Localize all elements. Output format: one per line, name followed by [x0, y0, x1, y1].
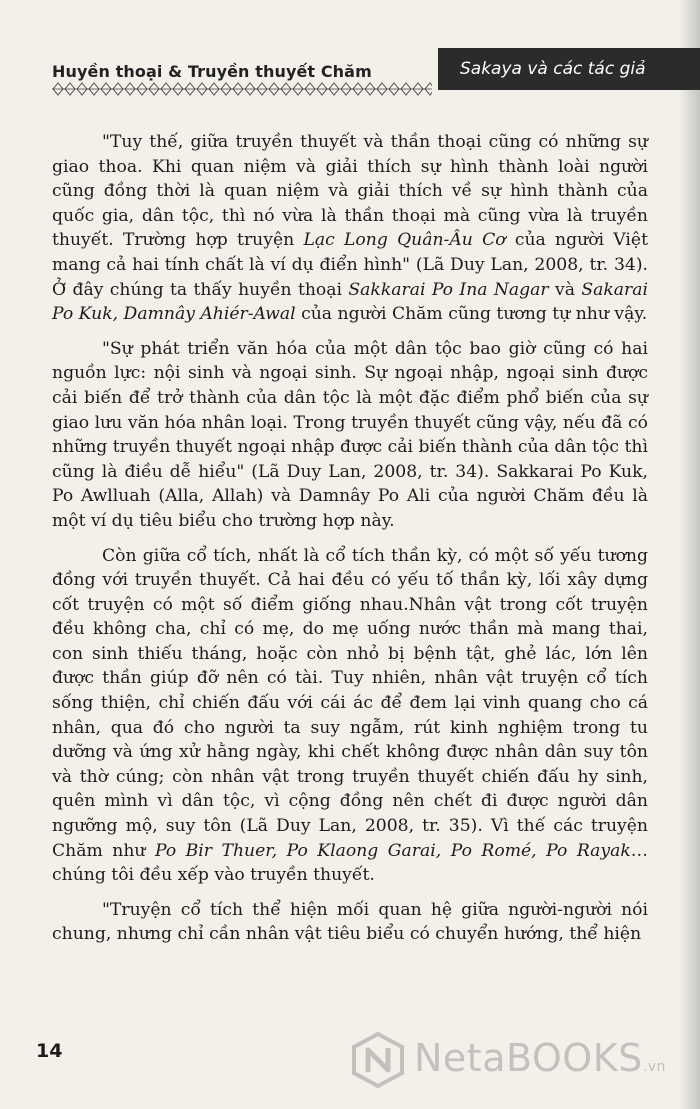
- body-text: [52, 130, 648, 957]
- paragraph: [52, 337, 648, 534]
- italic-title: Lạc Long Quân-Âu Cơ: [303, 230, 506, 251]
- header-ornament: [52, 82, 432, 96]
- text-run: "Truyện cổ tích thể hiện mối quan hệ giữa người-người nói chung, nhưng chỉ cần nhân vật tiêu biểu có chuyển hướng, thể hiện: [52, 899, 648, 945]
- page-number: 14: [36, 1040, 63, 1062]
- text-run: của người Việt mang cả hai tính chất là ví dụ điển hình" (Lã Duy Lan, 2008, tr. 34). Ở đây chúng ta thấy huyền thoại: [52, 230, 648, 300]
- watermark-suffix: .vn: [642, 1059, 666, 1075]
- text-run: Còn giữa cổ tích, nhất là cổ tích thần kỳ, có một số yếu tương đồng với truyền thuyết. Cả hai đều có yếu tố thần kỳ, lối xây dựng cốt truyện có một số điểm giống nhau.Nhân vật trong cốt truyện đều không cha, chỉ có mẹ, do mẹ uống nước thần mà mang thai, con sinh thiếu tháng, hoặc còn nhỏ bị bệnh tật, ghẻ lác, lớn lên được thần giúp đỡ nên có tài. Tuy nhiên, nhân vật truyện cổ tích sống thiện, chỉ chiến đấu với cái ác để đem lại vinh quang cho cá nhân, qua đó cho người ta suy ngẫm, rút kinh nghiệm trong tu dưỡng và ứng xử hằng ngày, khi chết không được nhân dân suy tôn và thờ cúng; còn nhân vật trong truyền thuyết chiến đấu hy sinh, quên mình vì dân tộc, vì cộng đồng nên chết đi được người dân ngưỡng mộ, suy tôn (Lã Duy Lan, 2008, tr. 35). Vì thế các truyện Chăm như: [52, 545, 648, 861]
- paragraph: [52, 544, 648, 888]
- watermark-text: [414, 1036, 666, 1080]
- italic-title: Po Bir Thuer, Po Klaong Garai, Po Romé, Po Rayak: [154, 840, 631, 861]
- text-run: và: [548, 279, 582, 300]
- author-title-box: Sakaya và các tác giả: [438, 48, 700, 90]
- italic-title: Sakkarai Po Ina Nagar: [348, 279, 549, 300]
- italic-title: Sakarai Po Kuk, Damnây Ahiér-Awal: [52, 279, 648, 325]
- paragraph: [52, 130, 648, 327]
- page-edge-shadow: [678, 0, 700, 1109]
- book-title: Huyền thoại & Truyền thuyết Chăm: [52, 62, 372, 81]
- netabooks-logo-icon: [350, 1032, 406, 1088]
- paragraph: [52, 898, 648, 947]
- watermark: [350, 1028, 690, 1088]
- text-run: … chúng tôi đều xếp vào truyền thuyết.: [52, 840, 648, 886]
- text-run: "Tuy thế, giữa truyền thuyết và thần thoại cũng có những sự giao thoa. Khi quan niệm và giải thích sự hình thành loài người cũng đồng thời là quan niệm và giải thích về sự hình thành của quốc gia, dân tộc, thì nó vừa là thần thoại mà cũng vừa là truyền thuyết. Trường hợp truyện: [52, 132, 648, 251]
- text-run: của người Chăm cũng tương tự như vậy.: [295, 304, 648, 325]
- watermark-brand: NetaBOOKS: [414, 1036, 643, 1080]
- text-run: "Sự phát triển văn hóa của một dân tộc bao giờ cũng có hai nguồn lực: nội sinh và ngoại sinh. Sự ngoại nhập, ngoại sinh được cải biến để trở thành của dân tộc là một đặc điểm phổ biến của sự giao lưu văn hóa nhân loại. Trong truyền thuyết cũng vậy, nếu đã có những truyền thuyết ngoại nhập được cải biến thành của dân tộc thì cũng là điều dễ hiểu" (Lã Duy Lan, 2008, tr. 34). Sakkarai Po Kuk, Po Awlluah (Alla, Allah) và Damnây Po Ali của người Chăm đều là một ví dụ tiêu biểu cho trường hợp này.: [52, 338, 648, 531]
